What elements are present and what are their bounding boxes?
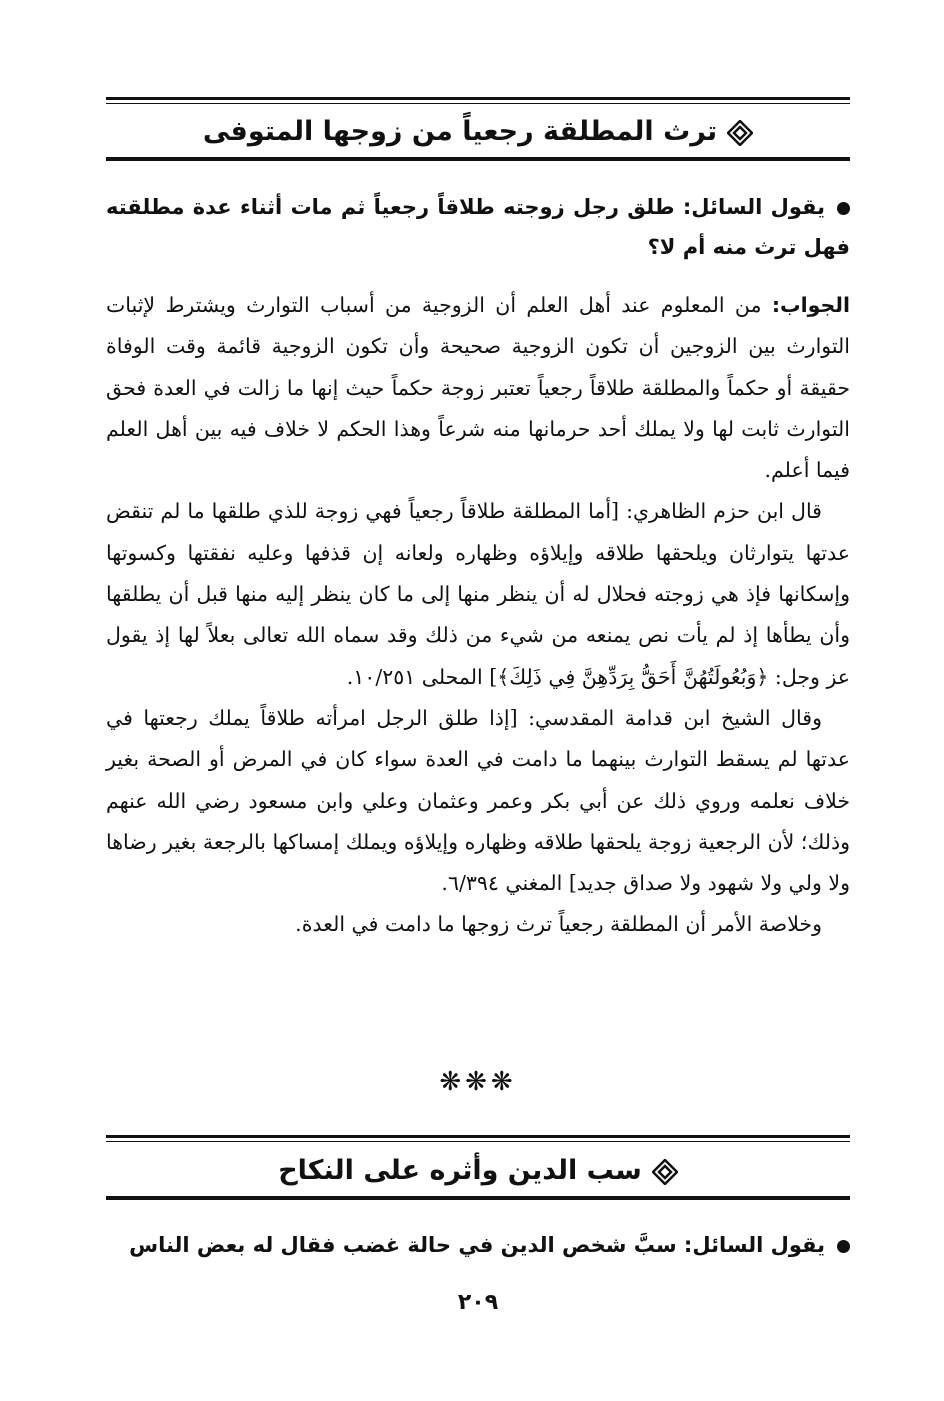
section2-question [106, 1225, 850, 1265]
bullet-icon [837, 202, 850, 215]
heading-top-rule [106, 97, 850, 104]
quote-ibn-qudamah: وقال الشيخ ابن قدامة المقدسي: [إذا طلق الرجل امرأته طلاقاً يملك رجعتها في عدتها لم يسقط التوارث بينهما ما دامت في العدة سواء كان في المرض أو الصحة بغير خلاف نعلمه وروي ذلك عن أبي بكر وعمر وعثمان وعلي وابن مسعود رضي الله عنهم وذلك؛ لأن الرجعية زوجة يلحقها طلاقه وظهاره وإيلاؤه ويملك إمساكها بالرجعة بغير رضاها ولا ولي ولا شهود ولا صداق جديد] المغني ٦/٣٩٤. [106, 705, 850, 896]
heading2-top-rule [106, 1135, 850, 1142]
section1-heading [106, 112, 850, 152]
section1-title: ترث المطلقة رجعياً من زوجها المتوفى [202, 116, 718, 147]
question2-text: يقول السائل: سبَّ شخص الدين في حالة غضب فقال له بعض الناس [129, 1233, 825, 1257]
page-number: ٢٠٩ [457, 1290, 499, 1315]
answer-label: الجواب: [771, 293, 850, 317]
section2-title: سب الدين وأثره على النكاح [278, 1155, 642, 1186]
diamond-icon [652, 1159, 678, 1185]
heading2-bottom-rule [106, 1196, 850, 1200]
asterism-icon: ❋❋❋ [439, 1067, 517, 1097]
section1-body [106, 285, 850, 946]
question-text: يقول السائل: طلق رجل زوجته طلاقاً رجعياً ثم مات أثناء عدة مطلقته فهل ترث منه أم لا؟ [106, 195, 850, 259]
diamond-icon [727, 120, 753, 146]
quote-ibn-hazm: قال ابن حزم الظاهري: [أما المطلقة طلاقاً رجعياً فهي زوجة للذي طلقها ما لم تنقض عدتها يتوارثان ويلحقها طلاقه وإيلاؤه وظهاره ولعانه إن قذفها وعليه نفقتها وكسوتها وإسكانها فإذ هي زوجته فحلال له أن ينظر منها إلى ما كان ينظر إليه منها قبل أن يطلقها وأن يطأها إذ لم يأت نص يمنعه من شيء من ذلك وقد سماه الله تعالى بعلاً لها إذ يقول عز وجل: ﴿وَبُعُولَتُهُنَّ أَحَقُّ بِرَدِّهِنَّ فِي ذَلِكَ﴾] المحلى ١٠/٢٥١. [106, 499, 850, 689]
conclusion-paragraph: وخلاصة الأمر أن المطلقة رجعياً ترث زوجها ما دامت في العدة. [295, 912, 822, 937]
book-page [106, 0, 850, 1401]
section2-heading [106, 1151, 850, 1191]
answer-text: من المعلوم عند أهل العلم أن الزوجية من أسباب التوارث ويشترط لإثبات التوارث بين الزوجين أن تكون الزوجية صحيحة وأن تكون الزوجية قائمة وقت الوفاة حقيقة أو حكماً والمطلقة طلاقاً رجعياً تعتبر زوجة حكماً حيث إنها ما زالت في العدة فحق التوارث ثابت لها ولا يملك أحد حرمانها منه شرعاً وهذا الحكم لا خلاف فيه بين أهل العلم فيما أعلم. [106, 293, 850, 483]
answer-paragraph [106, 285, 850, 491]
heading-bottom-rule [106, 157, 850, 161]
section1-question [106, 187, 850, 267]
bullet-icon [837, 1240, 850, 1253]
